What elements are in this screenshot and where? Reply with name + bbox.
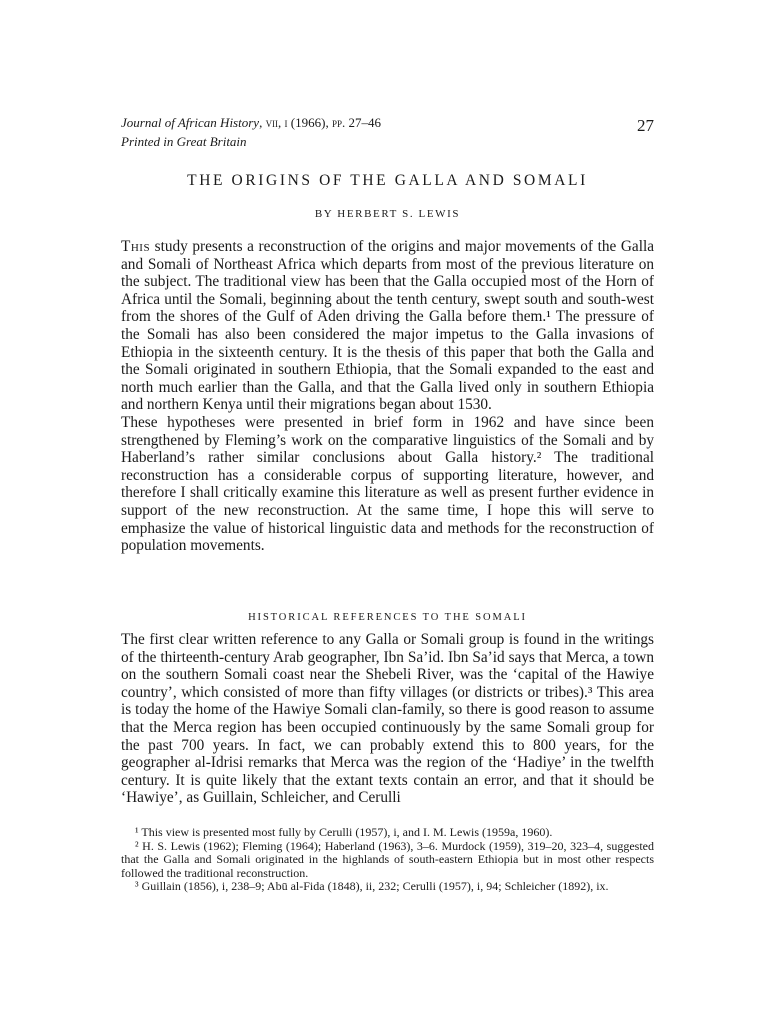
- intro-paragraph-2: These hypotheses were presented in brief form in 1962 and have since been strengthened by Fleming’s work on the comparative linguistics of the Somali and by Haberland’s rather similar conclusions about Galla history.² The traditional reconstruction has a considerable corpus of supporting literature, however, and therefore I shall critically examine this literature as well as present further evidence in support of the new reconstruction. At the same time, I hope this will serve to emphasize the value of historical linguistic data and methods for the reconstruction of population movements.: [121, 413, 654, 555]
- section-heading: HISTORICAL REFERENCES TO THE SOMALI: [248, 612, 527, 623]
- intro-paragraph-1-text: study presents a reconstruction of the origins and major movements of the Galla and Somali of Northeast Africa which departs from most of the previous literature on the subject. The traditional view has been that the Galla occupied most of the Horn of Africa until the Somali, beginning about the tenth century, swept south and south-west from the shores of the Gulf of Aden driving the Galla before them.¹ The pressure of the Somali has also been considered the major impetus to the Galla invasions of Ethiopia in the sixteenth century. It is the thesis of this paper that both the Galla and the Somali originated in southern Ethiopia, that the Somali expanded to the east and north much earlier than the Galla, and that the Galla lived only in southern Ethiopia and northern Kenya until their migrations began about 1530.: [121, 238, 654, 414]
- intro-section: [121, 238, 654, 555]
- section-body: [121, 631, 654, 807]
- intro-paragraph-1: [121, 238, 654, 414]
- footnotes: [121, 826, 654, 894]
- article-author: BY HERBERT S. LEWIS: [314, 208, 461, 220]
- footnote-2: ² H. S. Lewis (1962); Fleming (1964); Haberland (1963), 3–6. Murdock (1959), 319–20, 323–4, suggested that the Galla and Somali originated in the highlands of south-eastern Ethiopia but in most other respects followed the traditional reconstruction.: [121, 838, 654, 880]
- footnote-1: ¹ This view is presented most fully by Cerulli (1957), i, and I. M. Lewis (1959a, 1960).: [135, 825, 553, 839]
- lead-word: This: [121, 238, 151, 255]
- footnote-3: ³ Guillain (1856), i, 238–9; Abū al-Fida (1848), ii, 232; Cerulli (1957), i, 94; Schleicher (1892), ix.: [135, 879, 609, 894]
- article-title: THE ORIGINS OF THE GALLA AND SOMALI: [187, 172, 588, 189]
- section-paragraph-1: The first clear written reference to any Galla or Somali group is found in the writings of the thirteenth-century Arab geographer, Ibn Sa’id. Ibn Sa’id says that Merca, a town on the southern Somali coast near the Shebeli River, was the ‘capital of the Hawiye country’, which consisted of more than fifty villages (or districts or tribes).³ This area is today the home of the Hawiye Somali clan-family, so there is good reason to assume that the Merca region has been occupied continuously by the same Somali group for the past 700 years. In fact, we can probably extend this to 800 years, for the geographer al-Idrisi remarks that Merca was the region of the ‘Hadiye’ in the twelfth century. It is quite likely that the extant texts contain an error, and that it should be ‘Hawiye’, as Guillain, Schleicher, and Cerulli: [121, 631, 654, 807]
- journal-name: Journal of African History: [121, 115, 260, 130]
- printed-line: Printed in Great Britain: [121, 134, 247, 149]
- journal-header: [121, 113, 654, 151]
- citation-line: [121, 113, 654, 132]
- page-number: 27: [637, 116, 654, 135]
- citation-details: , vii, i (1966), pp. 27–46: [259, 115, 381, 130]
